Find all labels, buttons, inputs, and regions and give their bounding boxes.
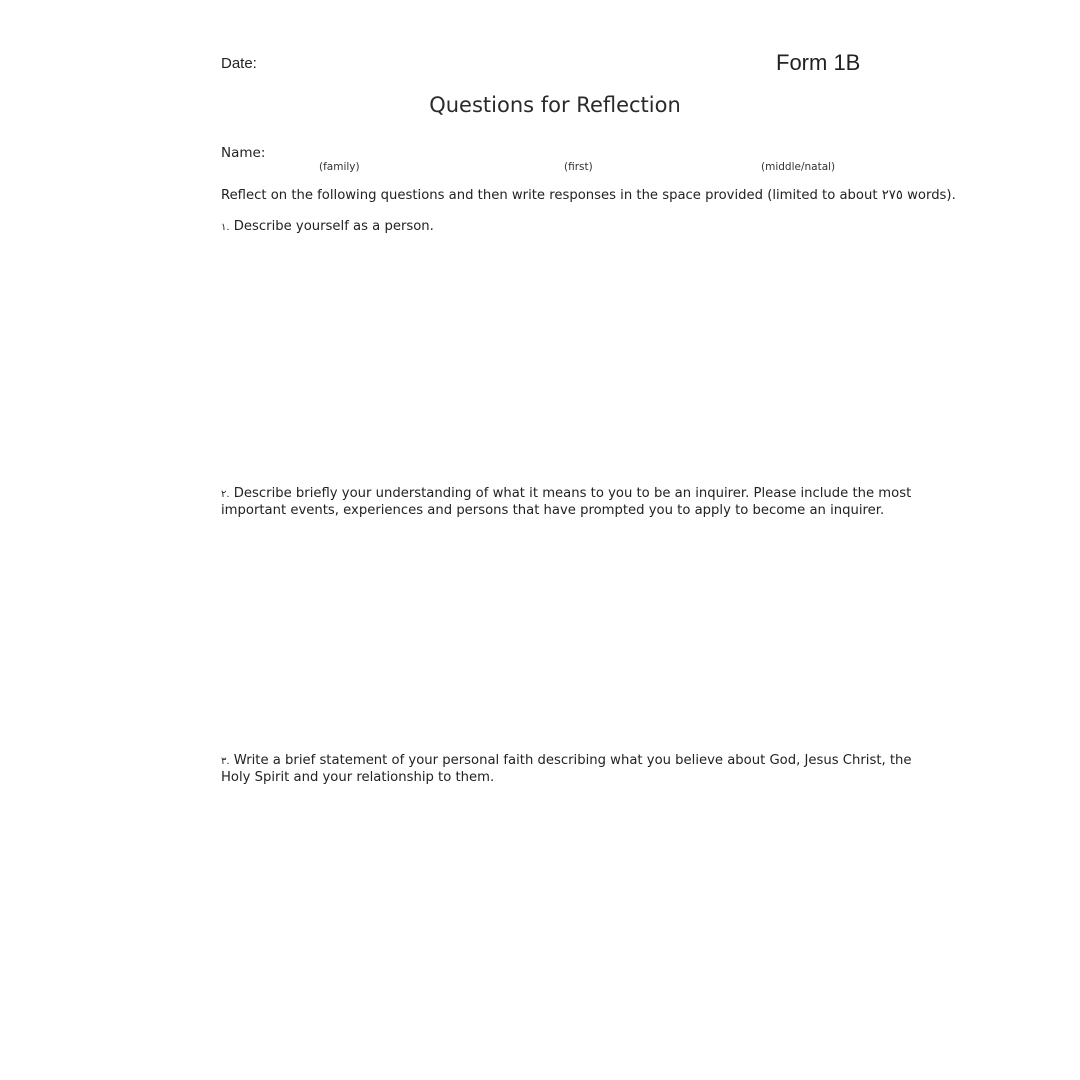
- question-text: Describe briefly your understanding of what it means to you to be an inquirer. Please include the most important events, experiences and persons that have prompted you to apply to become an inquirer.: [221, 486, 912, 518]
- date-label: Date:: [221, 55, 257, 72]
- name-label: Name:: [221, 145, 266, 161]
- question-number: ١.: [221, 222, 230, 233]
- question-number: ٢.: [221, 489, 230, 500]
- question-text: Describe yourself as a person.: [229, 219, 434, 234]
- form-id: Form 1B: [776, 50, 861, 75]
- page-title: Questions for Reflection: [429, 93, 681, 117]
- instructions-text: Reflect on the following questions and then write responses in the space provided (limited to about ٢٧٥ words).: [221, 188, 956, 203]
- question-1: [221, 219, 941, 236]
- question-2: [221, 486, 941, 519]
- question-3: [221, 753, 941, 786]
- name-middle-sublabel: (middle/natal): [761, 161, 836, 173]
- question-number: ٣.: [221, 756, 230, 767]
- name-family-sublabel: (family): [319, 161, 360, 173]
- name-first-sublabel: (first): [564, 161, 593, 173]
- question-text: Write a brief statement of your personal faith describing what you believe about God, Jesus Christ, the Holy Spirit and your relationship to them.: [221, 753, 912, 785]
